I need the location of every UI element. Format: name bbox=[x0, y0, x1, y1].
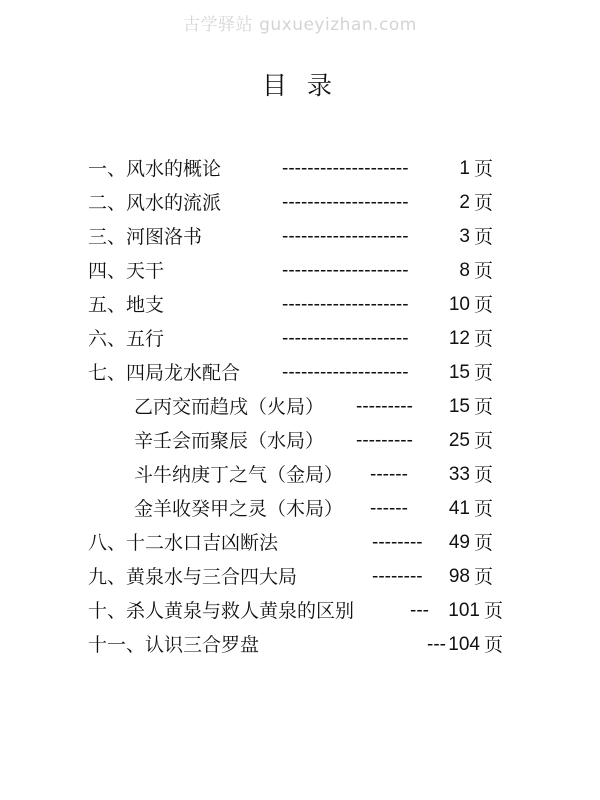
site-watermark: 古学驿站 guxueyizhan.com bbox=[183, 15, 417, 35]
toc-entry-leader: -------------------- bbox=[282, 294, 409, 315]
toc-entry bbox=[0, 322, 600, 356]
toc-entry-label: 六、五行 bbox=[88, 328, 165, 350]
toc-entry-label: 乙丙交而趋戌（火局） bbox=[134, 396, 325, 418]
toc-entry-page-number: 104 bbox=[448, 634, 480, 655]
toc-entry bbox=[0, 220, 600, 254]
toc-entry-page-unit: 页 bbox=[474, 226, 494, 248]
toc-entry-page-number: 98 bbox=[448, 566, 470, 587]
toc-entry-page-number: 3 bbox=[459, 226, 470, 247]
toc-entry-page-number: 33 bbox=[448, 464, 470, 485]
toc-entry-page-number: 49 bbox=[448, 532, 470, 553]
toc-entry bbox=[0, 560, 600, 594]
toc-entry-page-unit: 页 bbox=[474, 464, 494, 486]
toc-entry bbox=[0, 186, 600, 220]
toc-entry bbox=[0, 628, 600, 662]
toc-entry-page-number: 101 bbox=[448, 600, 480, 621]
toc-entry-page-number: 15 bbox=[448, 396, 470, 417]
page-title: 目录 bbox=[261, 71, 352, 100]
toc-entry bbox=[0, 390, 600, 424]
toc-entry-page-number: 2 bbox=[459, 192, 470, 213]
toc-entry-page-unit: 页 bbox=[474, 158, 494, 180]
toc-entry-page-unit: 页 bbox=[474, 532, 494, 554]
toc-entry-label: 金羊收癸甲之灵（木局） bbox=[134, 498, 344, 520]
toc-entry-leader: -------------------- bbox=[282, 158, 409, 179]
toc-entry-leader: -------------------- bbox=[282, 362, 409, 383]
toc-entry-label: 九、黄泉水与三合四大局 bbox=[88, 566, 298, 588]
toc-entry-label: 一、风水的概论 bbox=[88, 158, 222, 180]
toc-entry-label: 二、风水的流派 bbox=[88, 192, 222, 214]
toc-entry-leader: -------------------- bbox=[282, 226, 409, 247]
toc-entry-page-unit: 页 bbox=[474, 260, 494, 282]
toc-entry-leader: --------- bbox=[356, 396, 413, 417]
toc-entry-label: 五、地支 bbox=[88, 294, 165, 316]
toc-entry-label: 四、天干 bbox=[88, 260, 165, 282]
toc-entry bbox=[0, 152, 600, 186]
toc-entry-leader: -------------------- bbox=[282, 192, 409, 213]
toc-entry-page-number: 12 bbox=[448, 328, 470, 349]
toc-entry-label: 辛壬会而聚辰（水局） bbox=[134, 430, 325, 452]
toc-entry-label: 斗牛纳庚丁之气（金局） bbox=[134, 464, 344, 486]
toc-entry-leader: -------- bbox=[372, 566, 423, 587]
toc-entry-page-unit: 页 bbox=[474, 396, 494, 418]
toc-entry bbox=[0, 526, 600, 560]
toc-entry-leader: ------ bbox=[370, 498, 408, 519]
toc-entry-page-unit: 页 bbox=[474, 328, 494, 350]
toc-entry bbox=[0, 424, 600, 458]
toc-entry-page-number: 15 bbox=[448, 362, 470, 383]
toc-entry-page-unit: 页 bbox=[474, 566, 494, 588]
toc-entry-leader: -------- bbox=[372, 532, 423, 553]
toc-entry bbox=[0, 288, 600, 322]
toc-entry bbox=[0, 594, 600, 628]
toc-entry-leader: -------------------- bbox=[282, 328, 409, 349]
toc-entry-page-unit: 页 bbox=[474, 430, 494, 452]
toc-entry-leader: -------------------- bbox=[282, 260, 409, 281]
toc-entry-page-unit: 页 bbox=[474, 498, 494, 520]
toc-entry bbox=[0, 356, 600, 390]
toc-entry-page-unit: 页 bbox=[474, 294, 494, 316]
toc-entry-label: 七、四局龙水配合 bbox=[88, 362, 241, 384]
toc-entry-page-number: 10 bbox=[448, 294, 470, 315]
toc-entry-label: 八、十二水口吉凶断法 bbox=[88, 532, 279, 554]
toc-entry bbox=[0, 492, 600, 526]
toc-entry-page-number: 8 bbox=[459, 260, 470, 281]
toc-entry-label: 十、杀人黄泉与救人黄泉的区别 bbox=[88, 600, 355, 622]
toc-entry-page-unit: 页 bbox=[474, 362, 494, 384]
toc-entry-label: 十一、认识三合罗盘 bbox=[88, 634, 260, 656]
toc-entry-leader: --- bbox=[410, 600, 429, 621]
toc-entry-leader: --------- bbox=[356, 430, 413, 451]
toc-entry-page-number: 41 bbox=[448, 498, 470, 519]
toc-entry-page-unit: 页 bbox=[484, 600, 504, 622]
toc-entry-page-number: 1 bbox=[459, 158, 470, 179]
toc-entry-page-unit: 页 bbox=[484, 634, 504, 656]
toc-entry bbox=[0, 254, 600, 288]
toc-entry-label: 三、河图洛书 bbox=[88, 226, 203, 248]
toc-entry-page-number: 25 bbox=[448, 430, 470, 451]
toc-entry-page-unit: 页 bbox=[474, 192, 494, 214]
toc-entry-leader: ------ bbox=[370, 464, 408, 485]
toc-entry bbox=[0, 458, 600, 492]
toc-entry-leader: --- bbox=[427, 634, 446, 655]
